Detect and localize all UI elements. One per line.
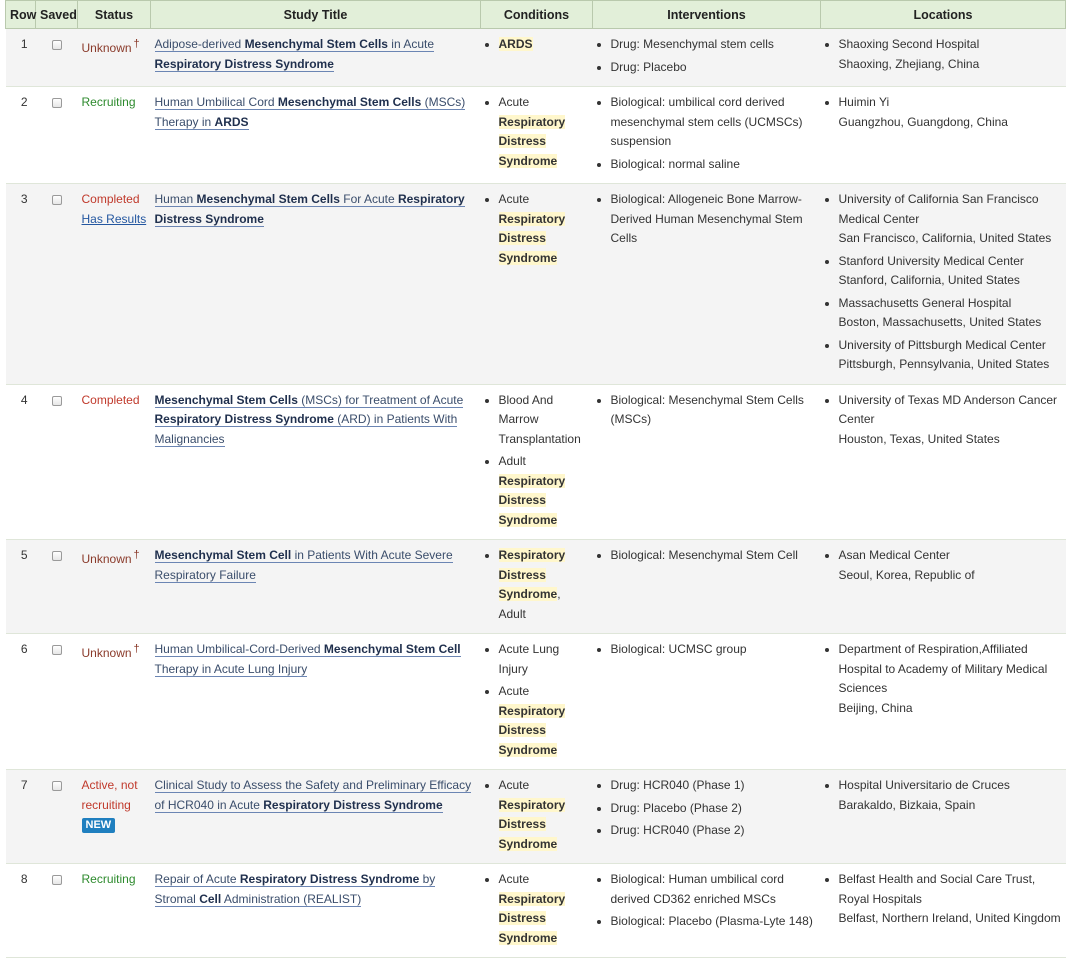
status-text: Unknown: [81, 646, 132, 660]
locations-list: [825, 93, 1062, 132]
row-number: 3: [6, 184, 36, 385]
location-city: Shaoxing, Zhejiang, China: [838, 56, 980, 71]
location-item: [839, 391, 1062, 450]
save-checkbox[interactable]: [52, 396, 62, 406]
intervention-item: • Drug: Placebo: [611, 58, 817, 78]
save-checkbox[interactable]: [52, 40, 62, 50]
conditions-list: [485, 35, 589, 55]
condition-item: [499, 35, 589, 55]
condition-keyword: Respiratory Distress Syndrome: [498, 797, 566, 851]
conditions-list: [485, 391, 589, 531]
status-text: Recruiting: [81, 872, 136, 886]
locations-cell: [821, 634, 1066, 770]
condition-text: , Adult: [498, 587, 561, 621]
location-city: Houston, Texas, United States: [838, 431, 1000, 446]
interventions-list: [597, 870, 817, 932]
condition-item: [499, 870, 589, 948]
conditions-list: [485, 546, 589, 624]
condition-item: [499, 776, 589, 854]
row-number: 4: [6, 384, 36, 540]
interventions-cell: [593, 864, 821, 958]
save-checkbox[interactable]: [52, 195, 62, 205]
row-number: 8: [6, 864, 36, 958]
save-checkbox[interactable]: [52, 551, 62, 561]
saved-cell: [36, 540, 78, 634]
location-facility: • University of Pittsburgh Medical Center: [838, 337, 1046, 352]
status-cell: [78, 87, 151, 184]
table-row: [6, 770, 1066, 864]
study-title-link[interactable]: [155, 642, 461, 677]
interventions-cell: [593, 384, 821, 540]
intervention-item: • Drug: Placebo (Phase 2): [611, 799, 817, 819]
title-keyword: Respiratory Distress Syndrome: [263, 797, 443, 812]
study-title-cell: [151, 540, 481, 634]
conditions-cell: [481, 864, 593, 958]
location-facility: • Asan Medical Center: [838, 548, 950, 562]
location-facility: • University of Texas MD Anderson Cancer Center: [838, 392, 1058, 426]
location-item: [839, 190, 1062, 249]
locations-cell: [821, 384, 1066, 540]
location-city: Pittsburgh, Pennsylvania, United States: [838, 357, 1050, 371]
title-keyword: ARDS: [214, 114, 249, 129]
title-text: Human Umbilical Cord: [154, 95, 278, 109]
conditions-list: [485, 640, 589, 760]
row-number: 2: [6, 87, 36, 184]
intervention-item: • Biological: Human umbilical cord derived CD362 enriched MSCs: [611, 870, 817, 909]
condition-text: Acute Lung Injury: [498, 642, 560, 676]
save-checkbox[interactable]: [52, 875, 62, 885]
title-text: (ARD) in Patients With Malignancies: [154, 412, 458, 446]
condition-text: Acute: [498, 778, 530, 792]
title-text: For Acute: [339, 192, 398, 206]
interventions-cell: [593, 634, 821, 770]
status-cell: [78, 29, 151, 87]
dagger-icon: †: [133, 38, 140, 50]
title-keyword: Mesenchymal Stem Cells: [154, 392, 298, 407]
conditions-list: [485, 776, 589, 854]
intervention-item: • Drug: HCR040 (Phase 2): [611, 821, 817, 841]
header-conditions[interactable]: Conditions: [481, 1, 593, 29]
title-text: by Stromal: [154, 872, 436, 906]
location-facility: • Belfast Health and Social Care Trust, Royal Hospitals: [838, 872, 1036, 906]
condition-keyword: Respiratory Distress Syndrome: [498, 473, 566, 527]
condition-item: [499, 93, 589, 171]
intervention-item: • Biological: UCMSC group: [611, 640, 817, 660]
saved-cell: [36, 864, 78, 958]
header-status[interactable]: Status: [78, 1, 151, 29]
save-checkbox[interactable]: [52, 781, 62, 791]
location-city: Guangzhou, Guangdong, China: [838, 114, 1008, 129]
location-facility: • University of California San Francisco Medical Center: [838, 192, 1039, 226]
header-study-title[interactable]: Study Title: [151, 1, 481, 29]
table-row: [6, 384, 1066, 540]
saved-cell: [36, 770, 78, 864]
intervention-item: • Biological: Mesenchymal Stem Cells (MSCs): [611, 391, 817, 430]
study-title-link[interactable]: [155, 192, 465, 227]
row-number: 6: [6, 634, 36, 770]
location-city: Barakaldo, Bizkaia, Spain: [838, 797, 976, 812]
title-text: in Patients With Acute Severe Respiratory Failure: [154, 548, 453, 582]
study-title-link[interactable]: [155, 778, 472, 813]
saved-cell: [36, 29, 78, 87]
title-text: in Acute: [387, 37, 434, 51]
row-number: 5: [6, 540, 36, 634]
location-item: [839, 252, 1062, 291]
status-text: Unknown: [81, 41, 132, 55]
location-facility: • Shaoxing Second Hospital: [838, 37, 980, 51]
status-text: Completed: [81, 192, 140, 206]
location-item: [839, 336, 1062, 375]
saved-cell: [36, 634, 78, 770]
condition-text: Adult: [498, 454, 526, 468]
header-row[interactable]: Row: [6, 1, 36, 29]
table-header-row: [6, 1, 1066, 29]
status-text: Active, not recruiting: [81, 778, 138, 812]
condition-keyword: Respiratory Distress Syndrome: [498, 211, 566, 265]
table-row: [6, 87, 1066, 184]
dagger-icon: †: [133, 643, 140, 655]
condition-keyword: Respiratory Distress Syndrome: [498, 114, 566, 168]
location-city: Belfast, Northern Ireland, United Kingdom: [838, 911, 1061, 925]
title-text: Human: [154, 192, 197, 206]
header-saved[interactable]: Saved: [36, 1, 78, 29]
status-cell: [78, 384, 151, 540]
interventions-list: [597, 35, 817, 77]
location-item: [839, 294, 1062, 333]
condition-text: Blood And Marrow Transplantation: [498, 392, 581, 446]
new-badge: NEW: [82, 818, 116, 833]
title-text: Administration (REALIST): [221, 891, 362, 906]
locations-list: [825, 546, 1062, 585]
conditions-list: [485, 93, 589, 171]
intervention-item: • Biological: Mesenchymal Stem Cell: [611, 546, 817, 566]
locations-cell: [821, 29, 1066, 87]
title-text: Therapy in Acute Lung Injury: [154, 661, 308, 676]
intervention-item: • Biological: normal saline: [611, 155, 817, 175]
status-cell: [78, 634, 151, 770]
study-title-cell: [151, 384, 481, 540]
location-item: [839, 870, 1062, 929]
locations-list: [825, 776, 1062, 815]
intervention-item: • Biological: Placebo (Plasma-Lyte 148): [611, 912, 817, 932]
title-keyword: Respiratory Distress Syndrome: [154, 192, 465, 226]
interventions-list: [597, 546, 817, 566]
condition-item: [499, 546, 589, 624]
title-text: Clinical Study to Assess the Safety and Preliminary Efficacy of HCR040 in Acute: [154, 778, 472, 812]
condition-item: [499, 190, 589, 268]
location-facility: • Department of Respiration,Affiliated Hospital to Academy of Military Medical Sciences: [838, 642, 1048, 695]
status-text: Recruiting: [81, 95, 136, 109]
save-checkbox[interactable]: [52, 645, 62, 655]
location-city: Seoul, Korea, Republic of: [838, 567, 975, 582]
interventions-list: [597, 776, 817, 841]
interventions-list: [597, 640, 817, 660]
status-cell: [78, 540, 151, 634]
conditions-cell: [481, 540, 593, 634]
condition-keyword: Respiratory Distress Syndrome: [498, 891, 566, 945]
interventions-list: [597, 93, 817, 174]
location-item: [839, 776, 1062, 815]
table-row: [6, 634, 1066, 770]
title-keyword: Mesenchymal Stem Cells: [196, 192, 340, 206]
title-keyword: Mesenchymal Stem Cell: [323, 642, 461, 656]
title-text: Adipose-derived: [154, 37, 245, 51]
title-text: Repair of Acute: [154, 872, 240, 886]
location-city: San Francisco, California, United States: [838, 231, 1052, 245]
saved-cell: [36, 184, 78, 385]
saved-cell: [36, 384, 78, 540]
study-title-cell: [151, 29, 481, 87]
locations-list: [825, 640, 1062, 718]
interventions-cell: [593, 87, 821, 184]
title-text: (MSCs) for Treatment of Acute: [297, 392, 464, 407]
table-row: [6, 540, 1066, 634]
locations-list: [825, 870, 1062, 929]
interventions-cell: [593, 540, 821, 634]
location-item: [839, 35, 1062, 74]
locations-cell: [821, 540, 1066, 634]
interventions-list: [597, 190, 817, 249]
table-body: [6, 29, 1066, 958]
intervention-item: • Biological: umbilical cord derived mesenchymal stem cells (UCMSCs) suspension: [611, 93, 817, 152]
status-cell: [78, 864, 151, 958]
location-city: Boston, Massachusetts, United States: [838, 315, 1042, 329]
title-keyword: Respiratory Distress Syndrome: [154, 56, 334, 71]
results-table: [5, 0, 1066, 958]
location-item: [839, 640, 1062, 718]
conditions-cell: [481, 87, 593, 184]
study-title-link[interactable]: [155, 37, 435, 72]
table-row: [6, 29, 1066, 87]
condition-item: [499, 452, 589, 530]
title-keyword: Mesenchymal Stem Cells: [277, 95, 422, 109]
header-interventions[interactable]: Interventions: [593, 1, 821, 29]
study-title-cell: [151, 864, 481, 958]
conditions-cell: [481, 384, 593, 540]
interventions-cell: [593, 29, 821, 87]
condition-text: Acute: [498, 684, 530, 698]
table-row: [6, 184, 1066, 385]
status-text: Unknown: [81, 552, 132, 566]
status-cell: [78, 184, 151, 385]
condition-item: [499, 391, 589, 450]
location-city: Stanford, California, United States: [838, 273, 1020, 287]
dagger-icon: †: [133, 549, 140, 561]
title-keyword: Respiratory Distress Syndrome: [239, 872, 420, 886]
study-title-link[interactable]: [155, 393, 464, 447]
condition-item: [499, 682, 589, 760]
title-keyword: Respiratory Distress Syndrome: [154, 412, 334, 426]
study-title-cell: [151, 770, 481, 864]
conditions-cell: [481, 634, 593, 770]
conditions-cell: [481, 770, 593, 864]
conditions-cell: [481, 184, 593, 385]
conditions-list: [485, 870, 589, 948]
title-keyword: Cell: [199, 891, 222, 906]
location-facility: • Massachusetts General Hospital: [838, 295, 1012, 310]
study-title-link[interactable]: [155, 95, 466, 130]
locations-list: [825, 190, 1062, 375]
table-row: [6, 864, 1066, 958]
saved-cell: [36, 87, 78, 184]
location-item: [839, 546, 1062, 585]
status-cell: [78, 770, 151, 864]
condition-keyword: Respiratory Distress Syndrome: [498, 703, 566, 757]
save-checkbox[interactable]: [52, 98, 62, 108]
study-title-link[interactable]: [155, 548, 453, 583]
locations-list: [825, 35, 1062, 74]
study-title-link[interactable]: [155, 872, 436, 907]
location-city: Beijing, China: [838, 700, 913, 715]
status-text: Completed: [81, 392, 140, 407]
condition-text: Acute: [498, 95, 530, 109]
location-facility: • Hospital Universitario de Cruces: [838, 778, 1010, 792]
locations-cell: [821, 864, 1066, 958]
title-keyword: Mesenchymal Stem Cell: [154, 548, 292, 562]
study-title-cell: [151, 184, 481, 385]
row-number: 1: [6, 29, 36, 87]
locations-cell: [821, 184, 1066, 385]
location-facility: • Huimin Yi: [838, 95, 890, 109]
condition-text: Acute: [498, 192, 530, 206]
intervention-item: • Biological: Allogeneic Bone Marrow-Derived Human Mesenchymal Stem Cells: [611, 190, 817, 249]
title-keyword: Mesenchymal Stem Cells: [244, 37, 388, 51]
title-text: (MSCs) Therapy in: [154, 95, 466, 129]
conditions-list: [485, 190, 589, 268]
row-number: 7: [6, 770, 36, 864]
conditions-cell: [481, 29, 593, 87]
condition-keyword: Respiratory Distress Syndrome: [498, 548, 566, 601]
title-text: Human Umbilical-Cord-Derived: [154, 642, 324, 656]
interventions-list: [597, 391, 817, 430]
interventions-cell: [593, 184, 821, 385]
study-title-cell: [151, 634, 481, 770]
condition-keyword: ARDS: [498, 37, 533, 51]
header-locations[interactable]: Locations: [821, 1, 1066, 29]
locations-list: [825, 391, 1062, 450]
locations-cell: [821, 87, 1066, 184]
location-facility: • Stanford University Medical Center: [838, 253, 1024, 268]
condition-text: Acute: [498, 872, 530, 886]
locations-cell: [821, 770, 1066, 864]
study-title-cell: [151, 87, 481, 184]
intervention-item: • Drug: Mesenchymal stem cells: [611, 35, 817, 55]
location-item: [839, 93, 1062, 132]
intervention-item: • Drug: HCR040 (Phase 1): [611, 776, 817, 796]
condition-item: [499, 640, 589, 679]
interventions-cell: [593, 770, 821, 864]
has-results-link[interactable]: Has Results: [81, 211, 147, 226]
